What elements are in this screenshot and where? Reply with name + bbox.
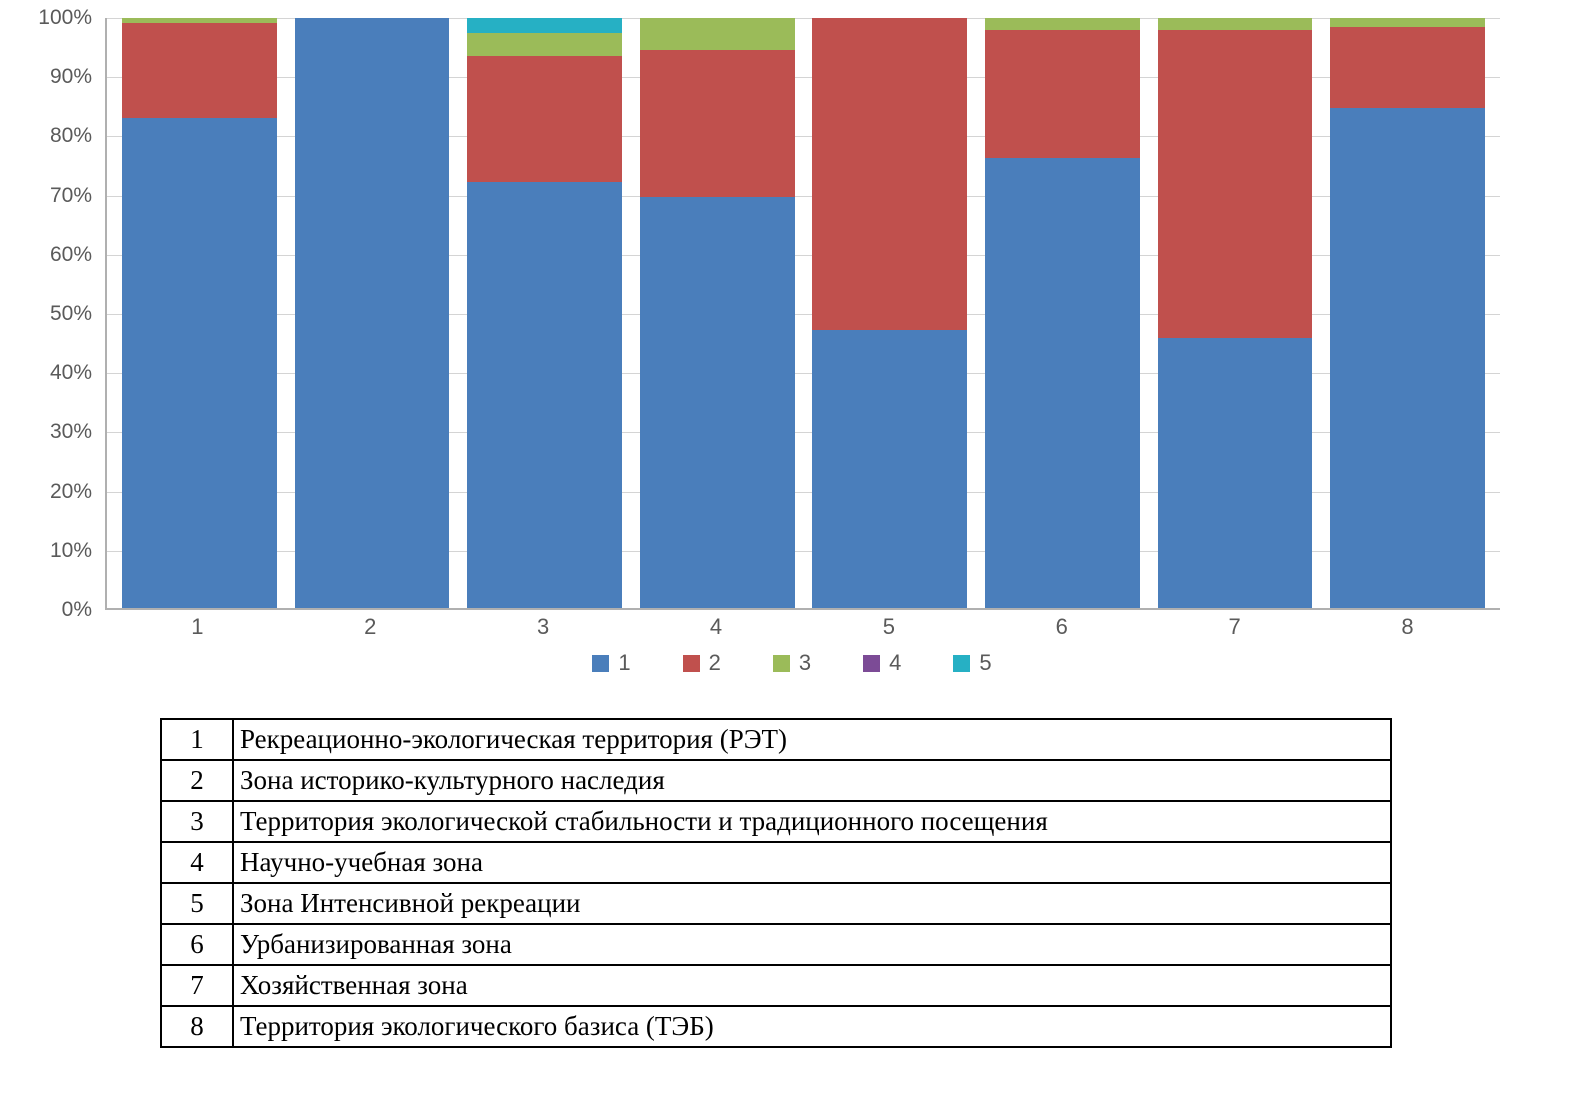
legend-swatch-icon <box>863 655 880 672</box>
legend-item[interactable] <box>592 650 630 676</box>
zone-number-cell: 8 <box>161 1006 233 1047</box>
plot-area <box>105 18 1500 610</box>
y-axis <box>30 6 98 621</box>
bar-segment[interactable] <box>1158 18 1313 30</box>
table-row <box>161 1006 1391 1047</box>
zone-number-cell: 1 <box>161 719 233 760</box>
legend-item[interactable] <box>683 650 721 676</box>
bar-segment[interactable] <box>985 158 1140 608</box>
bar-segment[interactable] <box>1158 30 1313 338</box>
zone-description-cell: Научно-учебная зона <box>233 842 1391 883</box>
x-axis-tick-label: 4 <box>709 614 723 639</box>
chart-legend <box>0 650 1584 676</box>
bar-segment[interactable] <box>295 18 450 608</box>
x-axis-tick-label: 8 <box>1401 614 1414 639</box>
legend-label: 5 <box>979 650 992 675</box>
table-row <box>161 760 1391 801</box>
zone-number-cell: 7 <box>161 965 233 1006</box>
stacked-bar[interactable] <box>122 18 277 608</box>
zone-number-cell: 4 <box>161 842 233 883</box>
bar-segment[interactable] <box>1330 108 1485 608</box>
zone-number-cell: 2 <box>161 760 233 801</box>
legend-label: 3 <box>798 650 812 675</box>
bar-segment[interactable] <box>812 330 967 608</box>
zone-number-cell: 5 <box>161 883 233 924</box>
bar-segment[interactable] <box>985 30 1140 159</box>
legend-label: 1 <box>618 650 631 675</box>
x-axis-tick-label: 2 <box>364 614 377 639</box>
legend-swatch-icon <box>773 655 790 672</box>
bar-segment[interactable] <box>1330 18 1485 27</box>
y-axis-tick-label: 70% <box>49 183 92 207</box>
bar-segment[interactable] <box>1158 338 1313 608</box>
table-row <box>161 924 1391 965</box>
bar-segment[interactable] <box>122 23 277 118</box>
bar-segment[interactable] <box>985 18 1140 30</box>
bar-segment[interactable] <box>467 18 622 33</box>
bar-segment[interactable] <box>467 56 622 182</box>
bar-segment[interactable] <box>640 50 795 196</box>
bar-segment[interactable] <box>122 118 277 608</box>
y-axis-tick-label: 10% <box>49 538 92 562</box>
bar-group <box>107 18 1500 608</box>
table-row <box>161 883 1391 924</box>
zone-description-cell: Зона историко-культурного наследия <box>233 760 1391 801</box>
zone-description-cell: Зона Интенсивной рекреации <box>233 883 1391 924</box>
table-row <box>161 719 1391 760</box>
y-axis-tick-label: 100% <box>38 6 92 29</box>
zone-number-cell: 6 <box>161 924 233 965</box>
zone-description-cell: Хозяйственная зона <box>233 965 1391 1006</box>
stacked-bar[interactable] <box>467 18 622 608</box>
y-axis-tick-label: 30% <box>49 420 92 444</box>
legend-label: 2 <box>708 650 721 675</box>
y-axis-tick-label: 60% <box>49 242 92 266</box>
stacked-bar[interactable] <box>295 18 450 608</box>
stacked-bar[interactable] <box>640 18 795 608</box>
plot-wrapper <box>30 6 1500 639</box>
x-axis-tick-label: 6 <box>1055 614 1068 639</box>
y-axis-tick-label: 80% <box>49 124 92 148</box>
stacked-bar[interactable] <box>985 18 1140 608</box>
x-axis-tick-label: 3 <box>537 614 550 639</box>
y-axis-tick-label: 0% <box>61 598 92 621</box>
bar-segment[interactable] <box>467 33 622 57</box>
legend-item[interactable] <box>953 650 991 676</box>
bar-segment[interactable] <box>1330 27 1485 108</box>
zone-description-cell: Рекреационно-экологическая территория (РЭТ) <box>233 719 1391 760</box>
y-axis-tick-label: 90% <box>49 65 92 89</box>
stacked-bar[interactable] <box>1330 18 1485 608</box>
zone-description-cell: Территория экологической стабильности и традиционного посещения <box>233 801 1391 842</box>
legend-swatch-icon <box>953 655 970 672</box>
legend-item[interactable] <box>863 650 901 676</box>
table-row <box>161 842 1391 883</box>
zone-legend-table <box>160 718 1392 1048</box>
y-axis-tick-label: 40% <box>49 361 92 385</box>
legend-item[interactable] <box>773 650 811 676</box>
stacked-bar[interactable] <box>812 18 967 608</box>
bar-segment[interactable] <box>640 18 795 50</box>
x-axis <box>105 614 1500 648</box>
table-row <box>161 965 1391 1006</box>
stacked-bar[interactable] <box>1158 18 1313 608</box>
legend-swatch-icon <box>592 655 609 672</box>
table-row <box>161 801 1391 842</box>
y-axis-tick-label: 50% <box>49 302 92 325</box>
zone-number-cell: 3 <box>161 801 233 842</box>
y-axis-tick-label: 20% <box>49 479 92 503</box>
bar-segment[interactable] <box>467 182 622 608</box>
zone-description-cell: Территория экологического базиса (ТЭБ) <box>233 1006 1391 1047</box>
legend-label: 4 <box>889 650 902 675</box>
x-axis-tick-label: 1 <box>191 614 204 639</box>
legend-swatch-icon <box>683 655 700 672</box>
x-axis-tick-label: 5 <box>882 614 896 639</box>
bar-segment[interactable] <box>640 197 795 608</box>
x-axis-tick-label: 7 <box>1228 614 1241 639</box>
bar-segment[interactable] <box>812 18 967 330</box>
zone-description-cell: Урбанизированная зона <box>233 924 1391 965</box>
